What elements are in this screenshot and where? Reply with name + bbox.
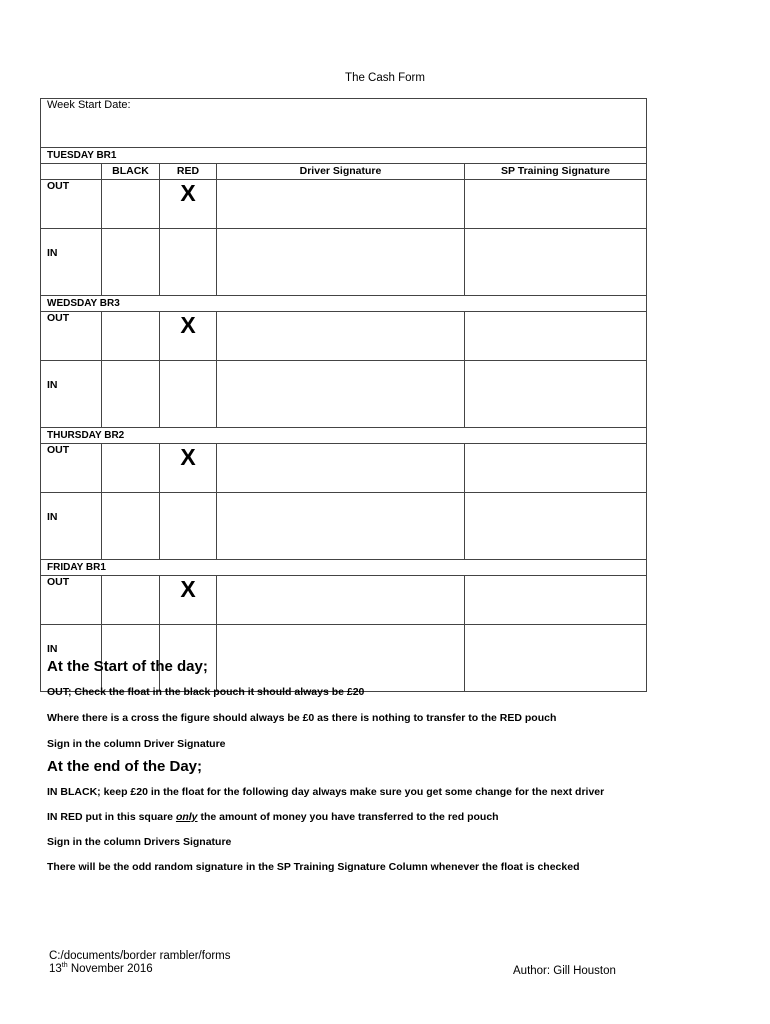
black-cell-out[interactable]: [102, 312, 160, 361]
out-row-wednesday: [41, 312, 647, 361]
driver-signature-cell-out[interactable]: [217, 180, 465, 229]
week-start-label: Week Start Date:: [47, 99, 131, 111]
sp-signature-cell-out[interactable]: [465, 312, 647, 361]
out-row-friday: [41, 576, 647, 625]
date-rest: November 2016: [67, 962, 153, 975]
in-row-tuesday: [41, 229, 647, 296]
end-instruction-line: Sign in the column Drivers Signature: [47, 836, 232, 848]
header-blank: [41, 164, 102, 180]
end-instruction-line: IN BLACK; keep £20 in the float for the following day always make sure you get some change for the next driver: [47, 786, 605, 798]
date-day: 13: [49, 962, 62, 975]
only-emphasis: only: [175, 811, 198, 823]
driver-signature-cell-out[interactable]: [217, 444, 465, 493]
start-instruction-line: Where there is a cross the figure should always be £0 as there is nothing to transfer to the RED pouch: [47, 712, 557, 724]
sp-signature-cell-in[interactable]: [465, 493, 647, 560]
start-instruction-line: OUT; Check the float in the black pouch it should always be £20: [47, 686, 365, 698]
out-label: OUT: [41, 444, 102, 493]
day-label: THURSDAY BR2: [41, 428, 647, 444]
sp-signature-cell-in[interactable]: [465, 229, 647, 296]
black-cell-in[interactable]: [102, 493, 160, 560]
end-of-day-heading: At the end of the Day;: [47, 758, 203, 775]
sp-signature-cell-out[interactable]: [465, 180, 647, 229]
out-row-tuesday: [41, 180, 647, 229]
driver-signature-cell-out[interactable]: [217, 576, 465, 625]
in-row-thursday: [41, 493, 647, 560]
red-cell-cross: X: [160, 312, 217, 361]
author: Author: Gill Houston: [513, 965, 616, 977]
black-cell-in[interactable]: [102, 361, 160, 428]
in-label: IN: [41, 625, 102, 692]
out-row-thursday: [41, 444, 647, 493]
file-path: C:/documents/border rambler/forms: [49, 950, 231, 962]
day-row-thursday: [41, 428, 647, 444]
week-start-row: [41, 99, 647, 148]
in-label: IN: [41, 493, 102, 560]
red-line-after: the amount of money you have transferred to the red pouch: [197, 811, 499, 823]
date-suffix: th: [61, 962, 68, 969]
end-instruction-line-red: [47, 811, 737, 823]
week-start-cell[interactable]: [41, 99, 647, 148]
red-cell-in[interactable]: [160, 229, 217, 296]
cash-form-table: [40, 98, 647, 692]
header-driver-signature: Driver Signature: [217, 164, 465, 180]
day-row-wednesday: [41, 296, 647, 312]
red-cell-cross: X: [160, 444, 217, 493]
form-title: The Cash Form: [345, 72, 425, 84]
driver-signature-cell-in[interactable]: [217, 361, 465, 428]
header-black: BLACK: [102, 164, 160, 180]
red-cell-in[interactable]: [160, 493, 217, 560]
sp-signature-cell-out[interactable]: [465, 576, 647, 625]
out-label: OUT: [41, 180, 102, 229]
header-sp-training-signature: SP Training Signature: [465, 164, 647, 180]
header-red: RED: [160, 164, 217, 180]
in-label: IN: [41, 229, 102, 296]
black-cell-out[interactable]: [102, 576, 160, 625]
end-instruction-line: There will be the odd random signature in the SP Training Signature Column whenever the float is checked: [47, 861, 580, 873]
driver-signature-cell-in[interactable]: [217, 229, 465, 296]
black-cell-in[interactable]: [102, 229, 160, 296]
day-label: TUESDAY BR1: [41, 148, 647, 164]
black-cell-out[interactable]: [102, 180, 160, 229]
black-cell-out[interactable]: [102, 444, 160, 493]
start-instruction-line: Sign in the column Driver Signature: [47, 738, 226, 750]
day-label: WEDSDAY BR3: [41, 296, 647, 312]
day-row-friday: [41, 560, 647, 576]
red-cell-cross: X: [160, 576, 217, 625]
instructions-section: [47, 658, 737, 873]
day-row-tuesday: [41, 148, 647, 164]
driver-signature-cell-in[interactable]: [217, 493, 465, 560]
in-label: IN: [41, 361, 102, 428]
out-label: OUT: [41, 312, 102, 361]
sp-signature-cell-in[interactable]: [465, 361, 647, 428]
driver-signature-cell-out[interactable]: [217, 312, 465, 361]
sp-signature-cell-out[interactable]: [465, 444, 647, 493]
out-label: OUT: [41, 576, 102, 625]
footer: [49, 950, 689, 975]
in-row-wednesday: [41, 361, 647, 428]
red-line-before: IN RED put in this square: [47, 811, 176, 823]
day-label: FRIDAY BR1: [41, 560, 647, 576]
column-header-row: [41, 164, 647, 180]
red-cell-cross: X: [160, 180, 217, 229]
start-of-day-heading: At the Start of the day;: [47, 658, 208, 675]
red-cell-in[interactable]: [160, 361, 217, 428]
